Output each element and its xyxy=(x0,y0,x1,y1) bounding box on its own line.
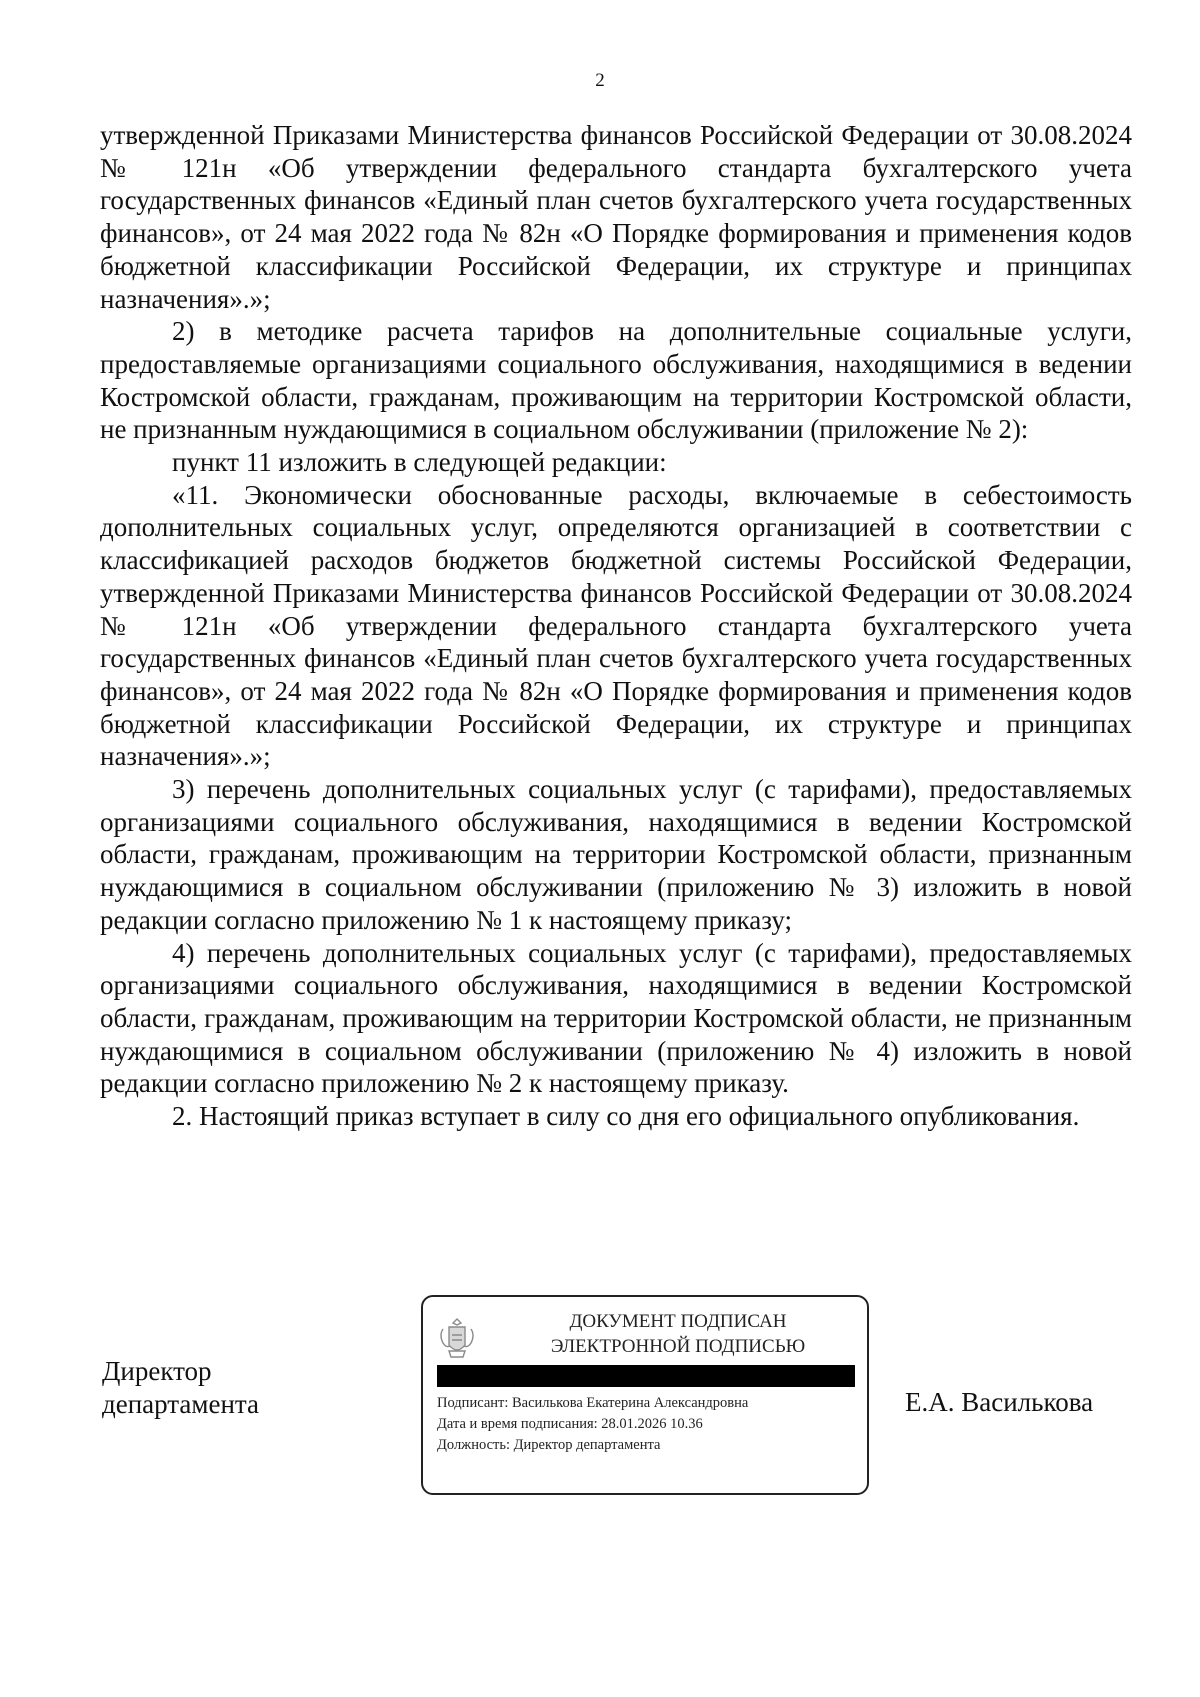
stamp-datetime: Дата и время подписания: 28.01.2026 10.36 xyxy=(437,1416,703,1432)
stamp-signer: Подписант: Василькова Екатерина Александровна xyxy=(437,1395,749,1411)
page-number: 2 xyxy=(595,70,605,91)
signatory-position-line: департамента xyxy=(102,1389,260,1419)
paragraph: 2. Настоящий приказ вступает в силу со дня его официального опубликования. xyxy=(172,1101,1080,1132)
stamp-position: Должность: Директор департамента xyxy=(437,1437,661,1453)
certificate-bar xyxy=(437,1365,855,1387)
signatory-name: Е.А. Василькова xyxy=(905,1387,1094,1417)
document-body xyxy=(100,119,1132,1133)
paragraph: «11. Экономически обоснованные расходы, включаемые в себестоимость дополнительных социальных услуг, определяются организацией в соответствии с классификацией расходов бюджетов бюджетной системы Российской Федерации, утвержденной Приказами Министерства финансов Российской Федерации от 30.08.2024 № 121н «Об утверждении федерального стандарта бухгалтерского учета государственных финансов «Единый план счетов бухгалтерского учета государственных финансов», от 24 мая 2022 года № 82н «О Порядке формирования и применения кодов бюджетной классификации Российской Федерации, их структуре и принципах назначения».»; xyxy=(100,479,1132,772)
paragraph: 4) перечень дополнительных социальных услуг (с тарифами), предоставляемых организациями социального обслуживания, находящимися в ведении Костромской области, гражданам, проживающим на территории Костромской области, не признанным нуждающимися в социальном обслуживании (приложению № 4) изложить в новой редакции согласно приложению № 2 к настоящему приказу. xyxy=(100,937,1132,1099)
signatory-position-line: Директор xyxy=(102,1356,212,1386)
paragraph: 2) в методике расчета тарифов на дополнительные социальные услуги, предоставляемые организациями социального обслуживания, находящимися в ведении Костромской области, гражданам, проживающим на территории Костромской области, не признанным нуждающимися в социальном обслуживании (приложение № 2): xyxy=(100,316,1132,445)
stamp-details xyxy=(437,1393,748,1456)
stamp-title-line: ДОКУМЕНТ ПОДПИСАН xyxy=(569,1311,787,1332)
coat-of-arms-icon xyxy=(437,1315,477,1361)
paragraph: утвержденной Приказами Министерства финансов Российской Федерации от 30.08.2024 № 121н «Об утверждении федерального стандарта бухгалтерского учета государственных финансов «Единый план счетов бухгалтерского учета государственных финансов», от 24 мая 2022 года № 82н «О Порядке формирования и применения кодов бюджетной классификации Российской Федерации, их структуре и принципах назначения».»; xyxy=(100,120,1132,314)
signatory-position xyxy=(102,1355,259,1421)
stamp-title xyxy=(503,1309,853,1359)
stamp-title-line: ЭЛЕКТРОННОЙ ПОДПИСЬЮ xyxy=(550,1336,806,1357)
paragraph: пункт 11 изложить в следующей редакции: xyxy=(172,447,667,478)
paragraph: 3) перечень дополнительных социальных услуг (с тарифами), предоставляемых организациями социального обслуживания, находящимися в ведении Костромской области, гражданам, проживающим на территории Костромской области, признанным нуждающимися в социальном обслуживании (приложению № 3) изложить в новой редакции согласно приложению № 1 к настоящему приказу; xyxy=(100,774,1132,935)
electronic-signature-stamp xyxy=(421,1295,869,1495)
